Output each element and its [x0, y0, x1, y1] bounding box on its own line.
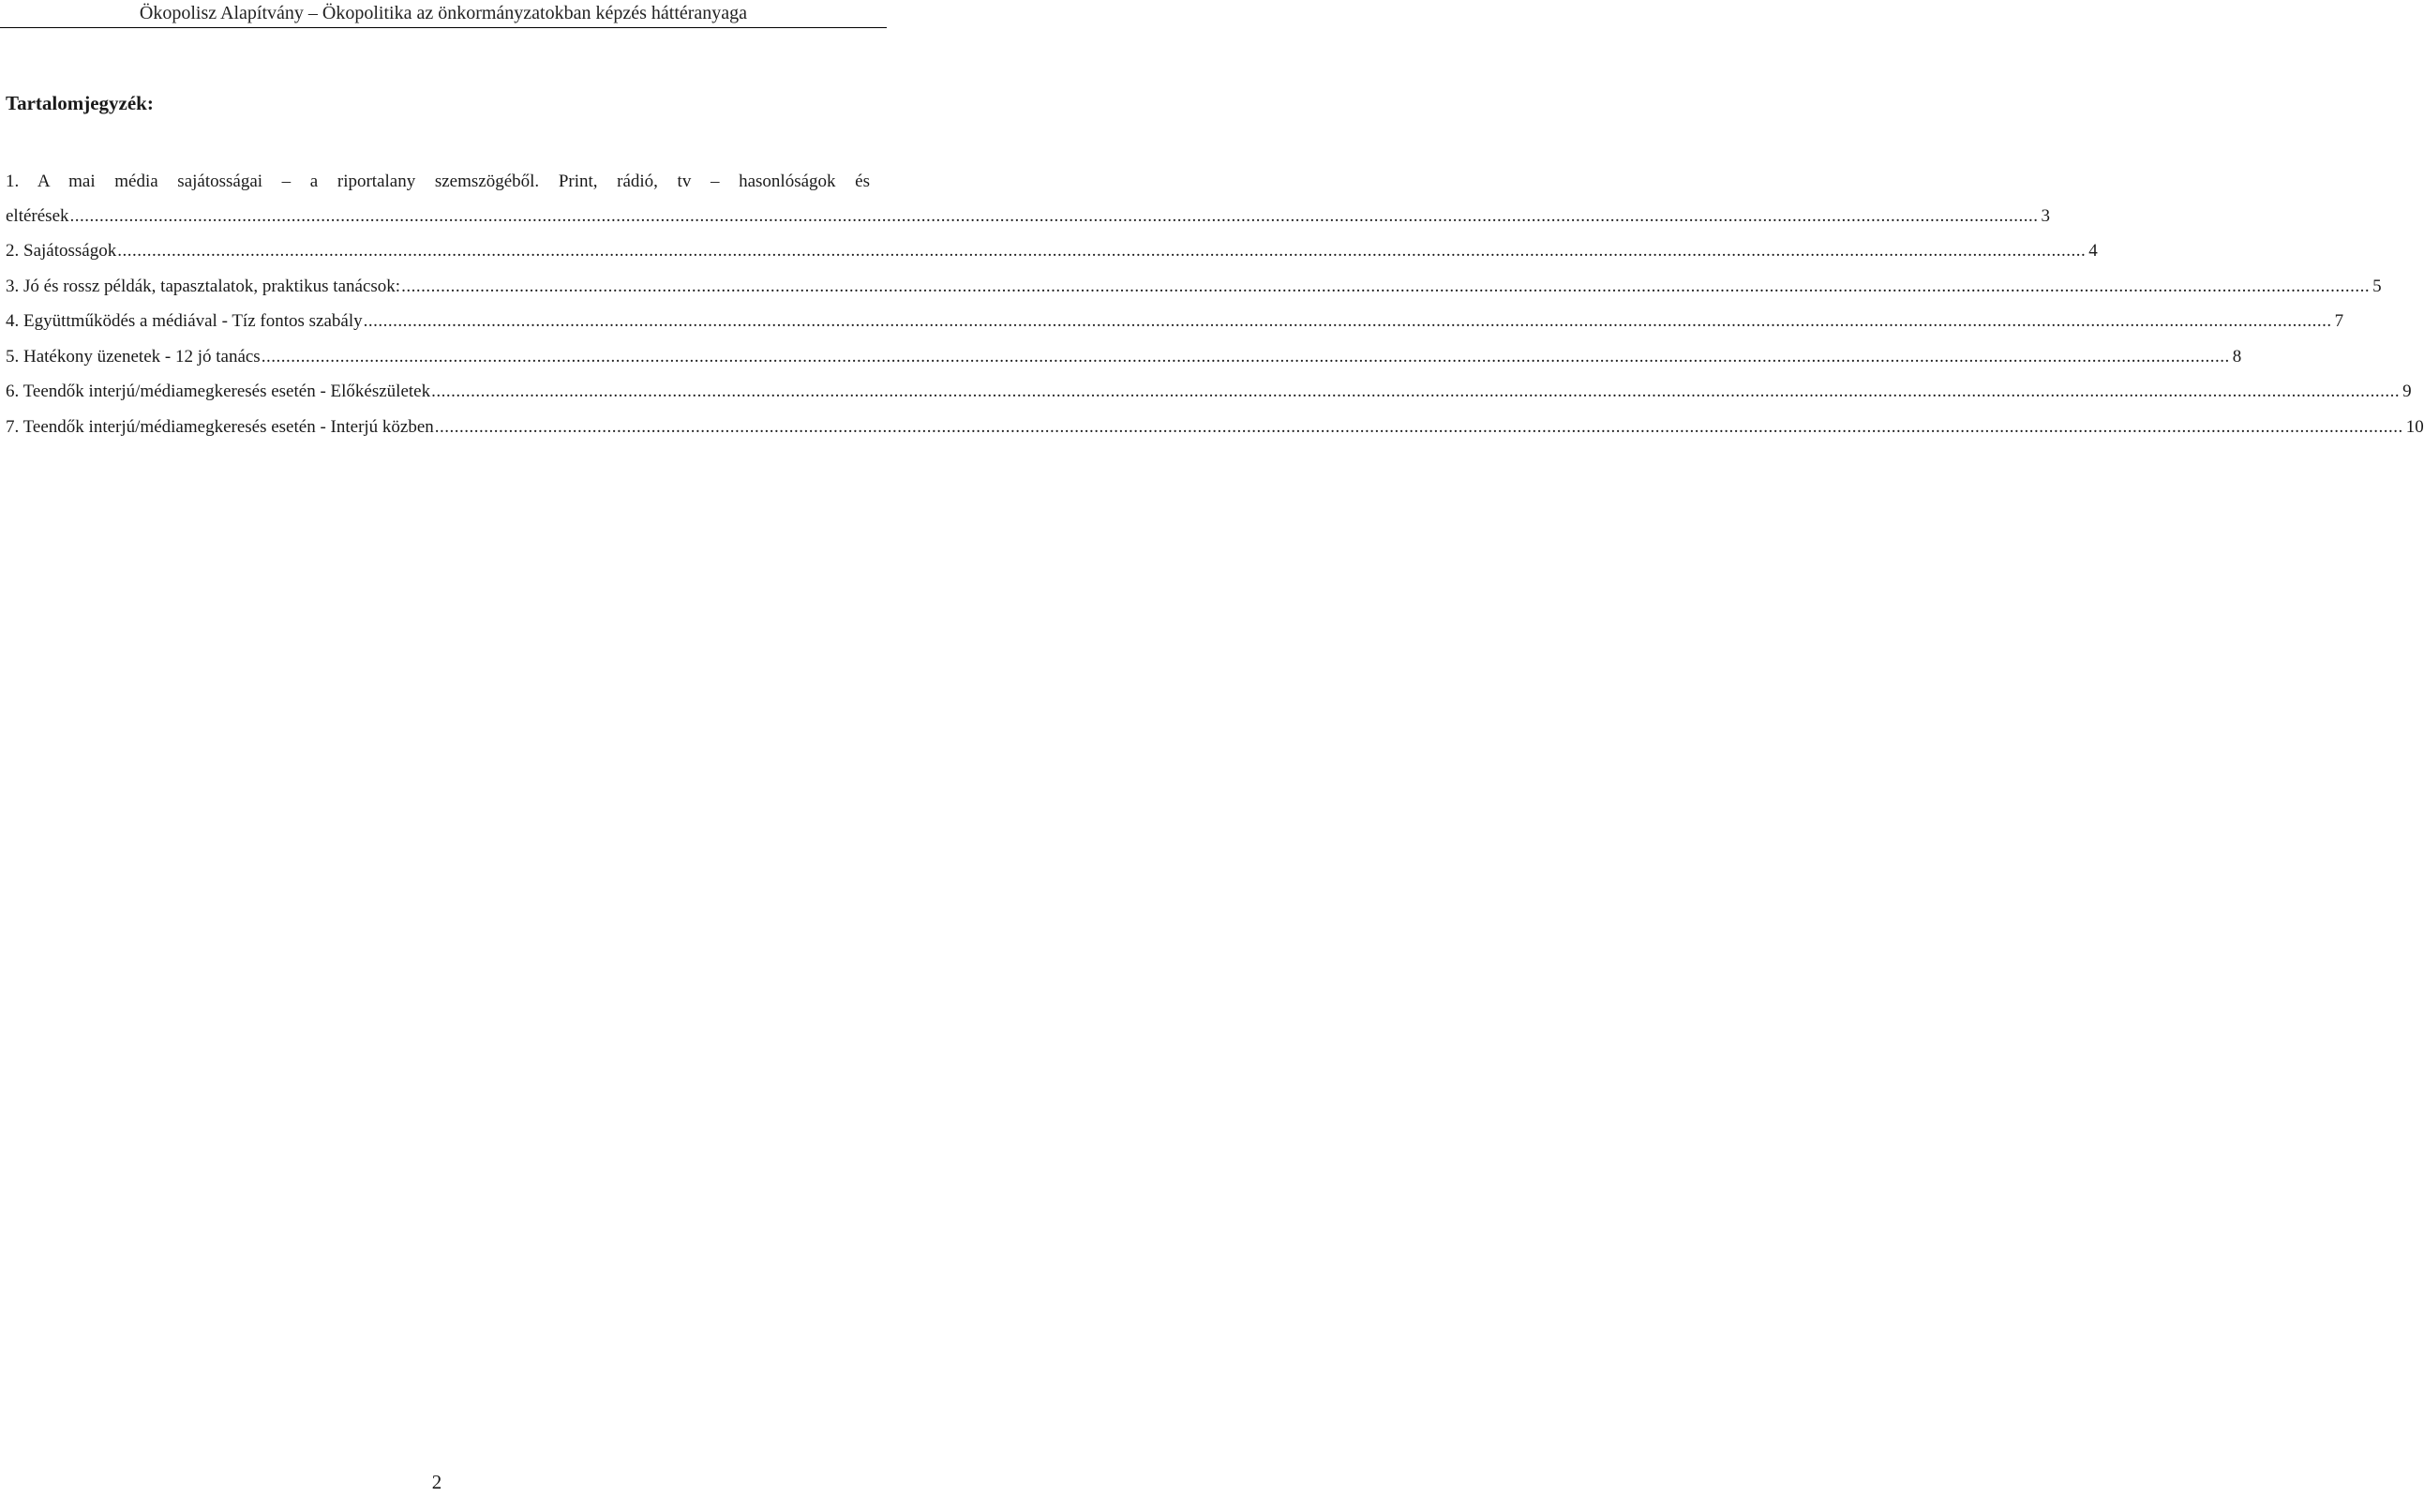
dot-leader: ................................................................................................................................................................................................................................................................................................................................................................................................................: [261, 346, 2230, 367]
toc-entry-label: 6. Teendők interjú/médiamegkeresés esetén - Előkészületek: [6, 382, 431, 401]
toc-entry-page: 9: [2402, 382, 2412, 401]
page-number: 2: [431, 1471, 442, 1493]
dot-leader: ................................................................................................................................................................................................................................................................................................................................................................................................................: [434, 416, 2403, 437]
toc-entry-page: 5: [2372, 276, 2382, 296]
toc-entry-6[interactable]: [6, 374, 2412, 410]
toc-entry-page: 10: [2405, 416, 2424, 437]
toc-entry-label: 5. Hatékony üzenetek - 12 jó tanács: [6, 346, 261, 367]
toc-entry-label-line2: eltérések: [6, 206, 69, 226]
dot-leader: ................................................................................................................................................................................................................................................................................................................................................................................................................: [69, 206, 2039, 226]
toc-title: Tartalomjegyzék:: [6, 92, 154, 114]
toc-entry-label: 2. Sajátosságok: [6, 241, 117, 261]
toc-entry-label: 3. Jó és rossz példák, tapasztalatok, praktikus tanácsok:: [6, 276, 401, 296]
dot-leader: ................................................................................................................................................................................................................................................................................................................................................................................................................: [363, 311, 2332, 331]
toc-entry-1[interactable]: [6, 164, 2051, 233]
toc-entry-label-line1: 1. A mai média sajátosságai – a riportalany szemszögéből. Print, rádió, tv – hasonlóságok és: [6, 172, 870, 191]
toc-entry-page: 4: [2088, 241, 2098, 261]
toc-entry-3[interactable]: [6, 269, 2382, 305]
toc-entry-label: 7. Teendők interjú/médiamegkeresés esetén - Interjú közben: [6, 416, 434, 437]
toc-entry-7[interactable]: [6, 410, 2424, 445]
toc-entry-page: 8: [2232, 346, 2242, 367]
toc-entry-2[interactable]: [6, 233, 2098, 269]
toc-entry-5[interactable]: [6, 339, 2242, 375]
running-header: Ökopolisz Alapítvány – Ökopolitika az önkormányzatokban képzés háttéranyaga: [0, 0, 887, 28]
dot-leader: ................................................................................................................................................................................................................................................................................................................................................................................................................: [431, 382, 2401, 401]
table-of-contents: [6, 164, 2424, 444]
toc-entry-page: 3: [2041, 206, 2051, 226]
toc-entry-label: 4. Együttműködés a médiával - Tíz fontos szabály: [6, 311, 363, 331]
toc-entry-4[interactable]: [6, 304, 2344, 339]
dot-leader: ................................................................................................................................................................................................................................................................................................................................................................................................................: [401, 276, 2371, 296]
toc-entry-page: 7: [2334, 311, 2344, 331]
dot-leader: ................................................................................................................................................................................................................................................................................................................................................................................................................: [117, 241, 2087, 261]
